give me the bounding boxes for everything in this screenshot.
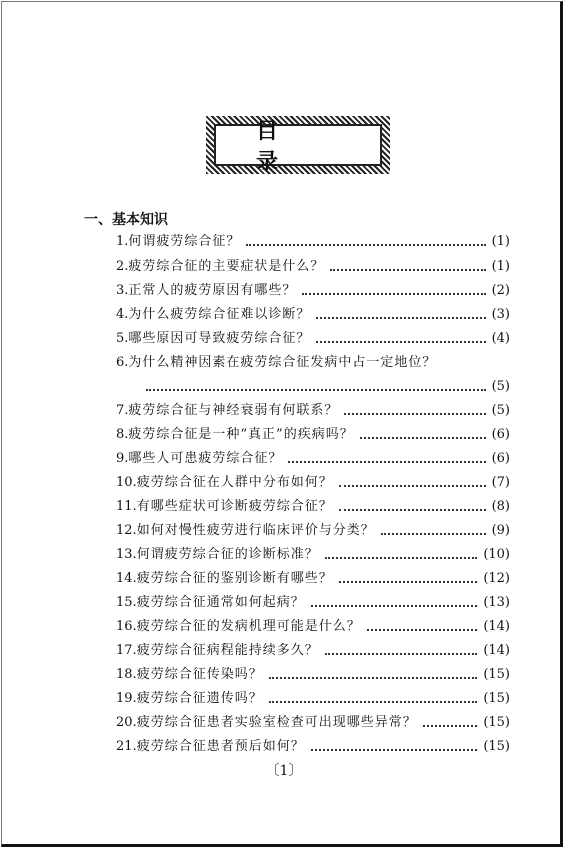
entry-page: (5)	[491, 379, 510, 394]
entry-number: 21.	[116, 739, 137, 754]
page-number: 〔1〕	[265, 763, 303, 779]
entry-page: (10)	[483, 547, 510, 562]
entry-number: 12.	[116, 523, 137, 538]
leader-dots	[302, 292, 485, 295]
leader-dots	[344, 412, 485, 415]
leader-dots	[325, 556, 478, 559]
toc-entry	[116, 689, 510, 709]
leader-dots	[423, 724, 478, 727]
entry-number: 3.	[116, 283, 129, 298]
entry-title: 为什么疲劳综合征难以诊断？	[128, 307, 311, 322]
entry-number: 18.	[116, 667, 137, 682]
page-title: 目 录	[256, 119, 319, 175]
entry-number: 13.	[116, 547, 137, 562]
entry-number: 5.	[116, 331, 129, 346]
entry-title: 何谓疲劳综合征的诊断标准？	[136, 547, 319, 562]
entry-page: (5)	[491, 403, 510, 418]
leader-dots	[325, 652, 478, 655]
entry-title: 何谓疲劳综合征？	[128, 234, 241, 249]
toc-entry	[116, 665, 510, 685]
toc-entry	[116, 617, 510, 637]
entry-title: 哪些原因可导致疲劳综合征？	[128, 331, 311, 346]
entry-title: 疲劳综合征的发病机理可能是什么？	[136, 619, 361, 634]
entry-title: 哪些人可患疲劳综合征？	[128, 451, 283, 466]
entry-title: 为什么精神因素在疲劳综合征发病中占一定地位？	[128, 355, 437, 370]
entry-page: (14)	[483, 619, 510, 634]
leader-dots	[311, 748, 478, 751]
leader-dots	[339, 508, 486, 511]
entry-page: (6)	[491, 427, 510, 442]
leader-dots	[288, 460, 485, 463]
leader-dots	[381, 532, 486, 535]
leader-dots	[330, 268, 485, 271]
toc-entry	[116, 232, 510, 252]
entry-title: 疲劳综合征的鉴别诊断有哪些？	[136, 571, 333, 586]
toc-entry	[116, 401, 510, 421]
entry-page: (7)	[491, 475, 510, 490]
entry-title: 疲劳综合征传染吗？	[136, 667, 263, 682]
section-heading: 一、基本知识	[84, 212, 168, 228]
toc-entry	[116, 353, 510, 373]
entry-title: 有哪些症状可诊断疲劳综合征？	[136, 499, 333, 514]
entry-number: 14.	[116, 571, 137, 586]
entry-number: 2.	[116, 259, 129, 274]
toc-entry	[116, 305, 510, 325]
entry-number: 4.	[116, 307, 129, 322]
entry-title: 如何对慢性疲劳进行临床评价与分类？	[136, 523, 375, 538]
entry-title: 疲劳综合征是一种“真正”的疾病吗？	[128, 427, 354, 442]
entry-page: (15)	[483, 739, 510, 754]
toc-entry	[116, 329, 510, 349]
entry-page: (2)	[491, 283, 510, 298]
toc-entry	[116, 497, 510, 517]
entry-number: 7.	[116, 403, 129, 418]
leader-dots	[360, 436, 486, 439]
toc-entry	[116, 473, 510, 493]
entry-page: (13)	[483, 595, 510, 610]
entry-number: 1.	[116, 234, 129, 249]
entry-page: (4)	[491, 331, 510, 346]
entry-title: 正常人的疲劳原因有哪些？	[128, 283, 297, 298]
entry-number: 16.	[116, 619, 137, 634]
toc-entry	[116, 281, 510, 301]
entry-number: 9.	[116, 451, 129, 466]
entry-page: (1)	[491, 259, 510, 274]
toc-entry	[116, 641, 510, 661]
entry-page: (15)	[483, 667, 510, 682]
entry-page: (15)	[483, 691, 510, 706]
leader-dots	[316, 340, 485, 343]
entry-title: 疲劳综合征遗传吗？	[136, 691, 263, 706]
leader-dots	[146, 388, 486, 391]
title-frame	[206, 116, 390, 174]
entry-number: 17.	[116, 643, 137, 658]
leader-dots	[269, 700, 478, 703]
entry-page: (15)	[483, 715, 510, 730]
entry-title: 疲劳综合征的主要症状是什么？	[128, 259, 325, 274]
entry-number: 15.	[116, 595, 137, 610]
toc-entry	[116, 593, 510, 613]
entry-number: 20.	[116, 715, 137, 730]
toc-entry	[116, 737, 510, 757]
leader-dots	[246, 243, 485, 246]
entry-page: (14)	[483, 643, 510, 658]
entry-number: 8.	[116, 427, 129, 442]
entry-page: (6)	[491, 451, 510, 466]
entry-page: (1)	[491, 234, 510, 249]
entry-page: (8)	[491, 499, 510, 514]
toc-entry-continuation	[146, 377, 510, 397]
toc-entry	[116, 449, 510, 469]
entry-title: 疲劳综合征通常如何起病？	[136, 595, 305, 610]
entry-title: 疲劳综合征病程能持续多久？	[136, 643, 319, 658]
title-inner-frame	[214, 119, 382, 175]
leader-dots	[339, 484, 486, 487]
toc-entry	[116, 545, 510, 565]
toc-entry	[116, 425, 510, 445]
entry-number: 6.	[116, 355, 129, 370]
entry-page: (3)	[491, 307, 510, 322]
entry-title: 疲劳综合征患者实验室检查可出现哪些异常？	[136, 715, 417, 730]
leader-dots	[316, 316, 485, 319]
entry-title: 疲劳综合征患者预后如何？	[136, 739, 305, 754]
entry-title: 疲劳综合征在人群中分布如何？	[136, 475, 333, 490]
leader-dots	[367, 628, 478, 631]
toc-entry	[116, 257, 510, 277]
entry-number: 11.	[116, 499, 137, 514]
entry-number: 19.	[116, 691, 137, 706]
leader-dots	[269, 676, 478, 679]
toc-entry	[116, 713, 510, 733]
entry-page: (9)	[491, 523, 510, 538]
toc-entry	[116, 521, 510, 541]
leader-dots	[311, 604, 478, 607]
leader-dots	[339, 580, 478, 583]
entry-title: 疲劳综合征与神经衰弱有何联系？	[128, 403, 339, 418]
entry-page: (12)	[483, 571, 510, 586]
toc-entry	[116, 569, 510, 589]
entry-number: 10.	[116, 475, 137, 490]
